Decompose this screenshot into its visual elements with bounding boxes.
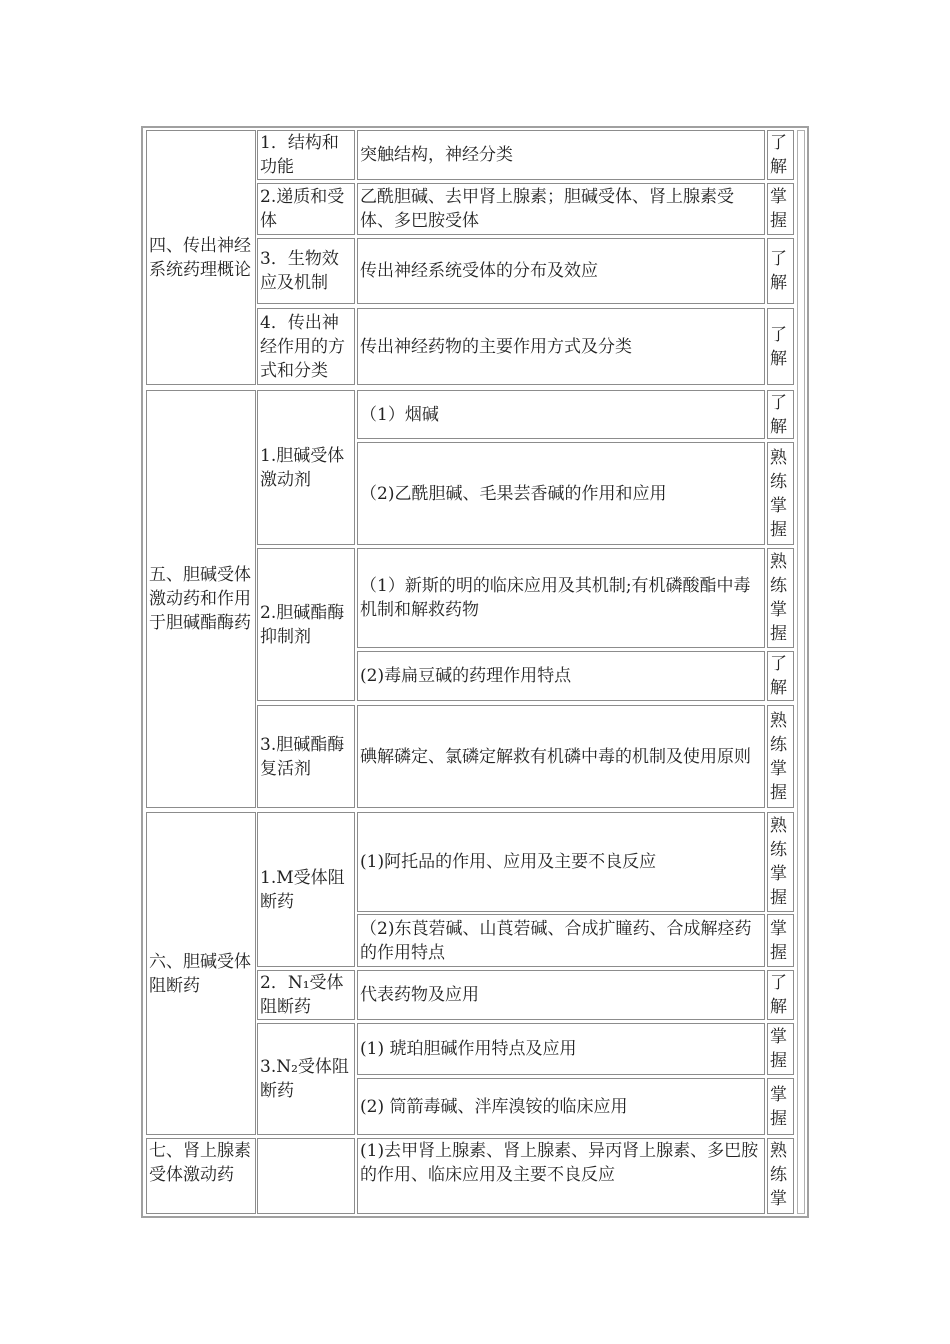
content-text: （2)乙酰胆碱、毛果芸香碱的作用和应用	[360, 483, 667, 504]
level-cell	[767, 914, 794, 967]
section-cell	[146, 1138, 256, 1214]
level-cell	[767, 812, 794, 912]
topic-cell	[257, 1138, 355, 1214]
content-cell	[357, 914, 765, 967]
level-label: 掌握	[770, 1027, 787, 1071]
section-cell	[146, 130, 256, 385]
level-cell	[767, 442, 794, 545]
level-label: 掌握	[770, 918, 787, 963]
topic-cell	[257, 970, 355, 1020]
topic-cell	[257, 390, 355, 545]
content-cell	[357, 548, 765, 648]
content-text: （2)东莨菪碱、山莨菪碱、合成扩瞳药、合成解痉药的作用特点	[360, 918, 752, 963]
topic-label: 1.M受体阻断药	[260, 867, 345, 912]
topic-cell	[257, 183, 355, 235]
level-label: 了解	[770, 133, 787, 177]
topic-label: 3.胆碱酯酶复活剂	[260, 734, 345, 779]
level-label: 熟练掌	[770, 1141, 787, 1209]
content-text: 代表药物及应用	[360, 985, 479, 1005]
topic-cell	[257, 238, 355, 304]
content-text: 突触结构，神经分类	[360, 145, 513, 165]
content-cell	[357, 183, 765, 235]
level-label: 熟练掌握	[770, 447, 787, 540]
content-text: (2)毒扁豆碱的药理作用特点	[360, 666, 572, 686]
level-cell	[767, 970, 794, 1020]
level-label: 了解	[770, 249, 787, 293]
content-cell	[357, 1023, 765, 1075]
content-cell	[357, 238, 765, 304]
syllabus-table	[141, 126, 809, 1218]
level-label: 熟练掌握	[770, 552, 787, 644]
topic-cell	[257, 812, 355, 967]
content-text: （1）新斯的明的临床应用及其机制;有机磷酸酯中毒机制和解救药物	[360, 576, 751, 620]
level-cell	[767, 1138, 794, 1214]
content-text: (1)去甲肾上腺素、肾上腺素、异丙肾上腺素、多巴胺的作用、临床应用及主要不良反应	[360, 1141, 759, 1185]
content-cell	[357, 308, 765, 385]
level-label: 熟练掌握	[770, 710, 787, 803]
content-text: 传出神经药物的主要作用方式及分类	[360, 336, 632, 357]
content-text: 传出神经系统受体的分布及效应	[360, 261, 598, 281]
topic-label: 1.胆碱受体激动剂	[260, 445, 345, 490]
content-text: 乙酰胆碱、去甲肾上腺素；胆碱受体、肾上腺素受体、多巴胺受体	[360, 187, 734, 231]
content-cell	[357, 970, 765, 1020]
topic-label: 3．生物效应及机制	[260, 249, 339, 293]
content-text: (2) 筒箭毒碱、泮库溴铵的临床应用	[360, 1096, 628, 1117]
content-cell	[357, 130, 765, 180]
level-cell	[767, 1023, 794, 1075]
topic-label: 1．结构和功能	[260, 133, 339, 177]
content-text: （1）烟碱	[360, 404, 439, 425]
content-cell	[357, 705, 765, 808]
level-cell	[767, 1078, 794, 1135]
topic-cell	[257, 130, 355, 180]
topic-cell	[257, 705, 355, 808]
level-cell	[767, 130, 794, 180]
content-cell	[357, 1138, 765, 1214]
topic-label: 2．N₁受体阻断药	[260, 973, 344, 1017]
level-label: 了解	[770, 654, 787, 698]
topic-label: 2.递质和受体	[260, 187, 345, 231]
topic-label: 3.N₂受体阻断药	[260, 1057, 349, 1101]
section-cell	[146, 812, 256, 1135]
content-cell	[357, 812, 765, 912]
level-cell	[767, 183, 794, 235]
level-cell	[767, 651, 794, 701]
section-label: 四、传出神经系统药理概论	[149, 235, 251, 280]
topic-cell	[257, 548, 355, 701]
topic-cell	[257, 1023, 355, 1135]
content-cell	[357, 442, 765, 545]
topic-label: 4．传出神经作用的方式和分类	[260, 312, 345, 381]
content-cell	[357, 390, 765, 439]
level-cell	[767, 308, 794, 385]
level-label: 了解	[770, 324, 787, 369]
level-label: 了解	[770, 392, 787, 437]
topic-cell	[257, 308, 355, 385]
section-label: 六、胆碱受体阻断药	[149, 951, 251, 996]
content-cell	[357, 651, 765, 701]
content-text: (1) 琥珀胆碱作用特点及应用	[360, 1039, 577, 1059]
content-cell	[357, 1078, 765, 1135]
section-cell	[146, 390, 256, 808]
level-label: 掌握	[770, 1084, 787, 1129]
section-label: 七、肾上腺素受体激动药	[149, 1141, 251, 1185]
level-cell	[767, 390, 794, 439]
level-label: 掌握	[770, 187, 787, 231]
topic-label: 2.胆碱酯酶抑制剂	[260, 602, 345, 647]
level-cell	[767, 548, 794, 648]
content-text: (1)阿托品的作用、应用及主要不良反应	[360, 852, 657, 872]
level-cell	[767, 705, 794, 808]
content-text: 碘解磷定、氯磷定解救有机磷中毒的机制及使用原则	[360, 746, 751, 767]
spacer-column	[797, 130, 805, 1214]
level-label: 了解	[770, 973, 787, 1017]
level-label: 熟练掌握	[770, 816, 787, 908]
level-cell	[767, 238, 794, 304]
section-label: 五、胆碱受体激动药和作用于胆碱酯酶药	[149, 565, 251, 633]
